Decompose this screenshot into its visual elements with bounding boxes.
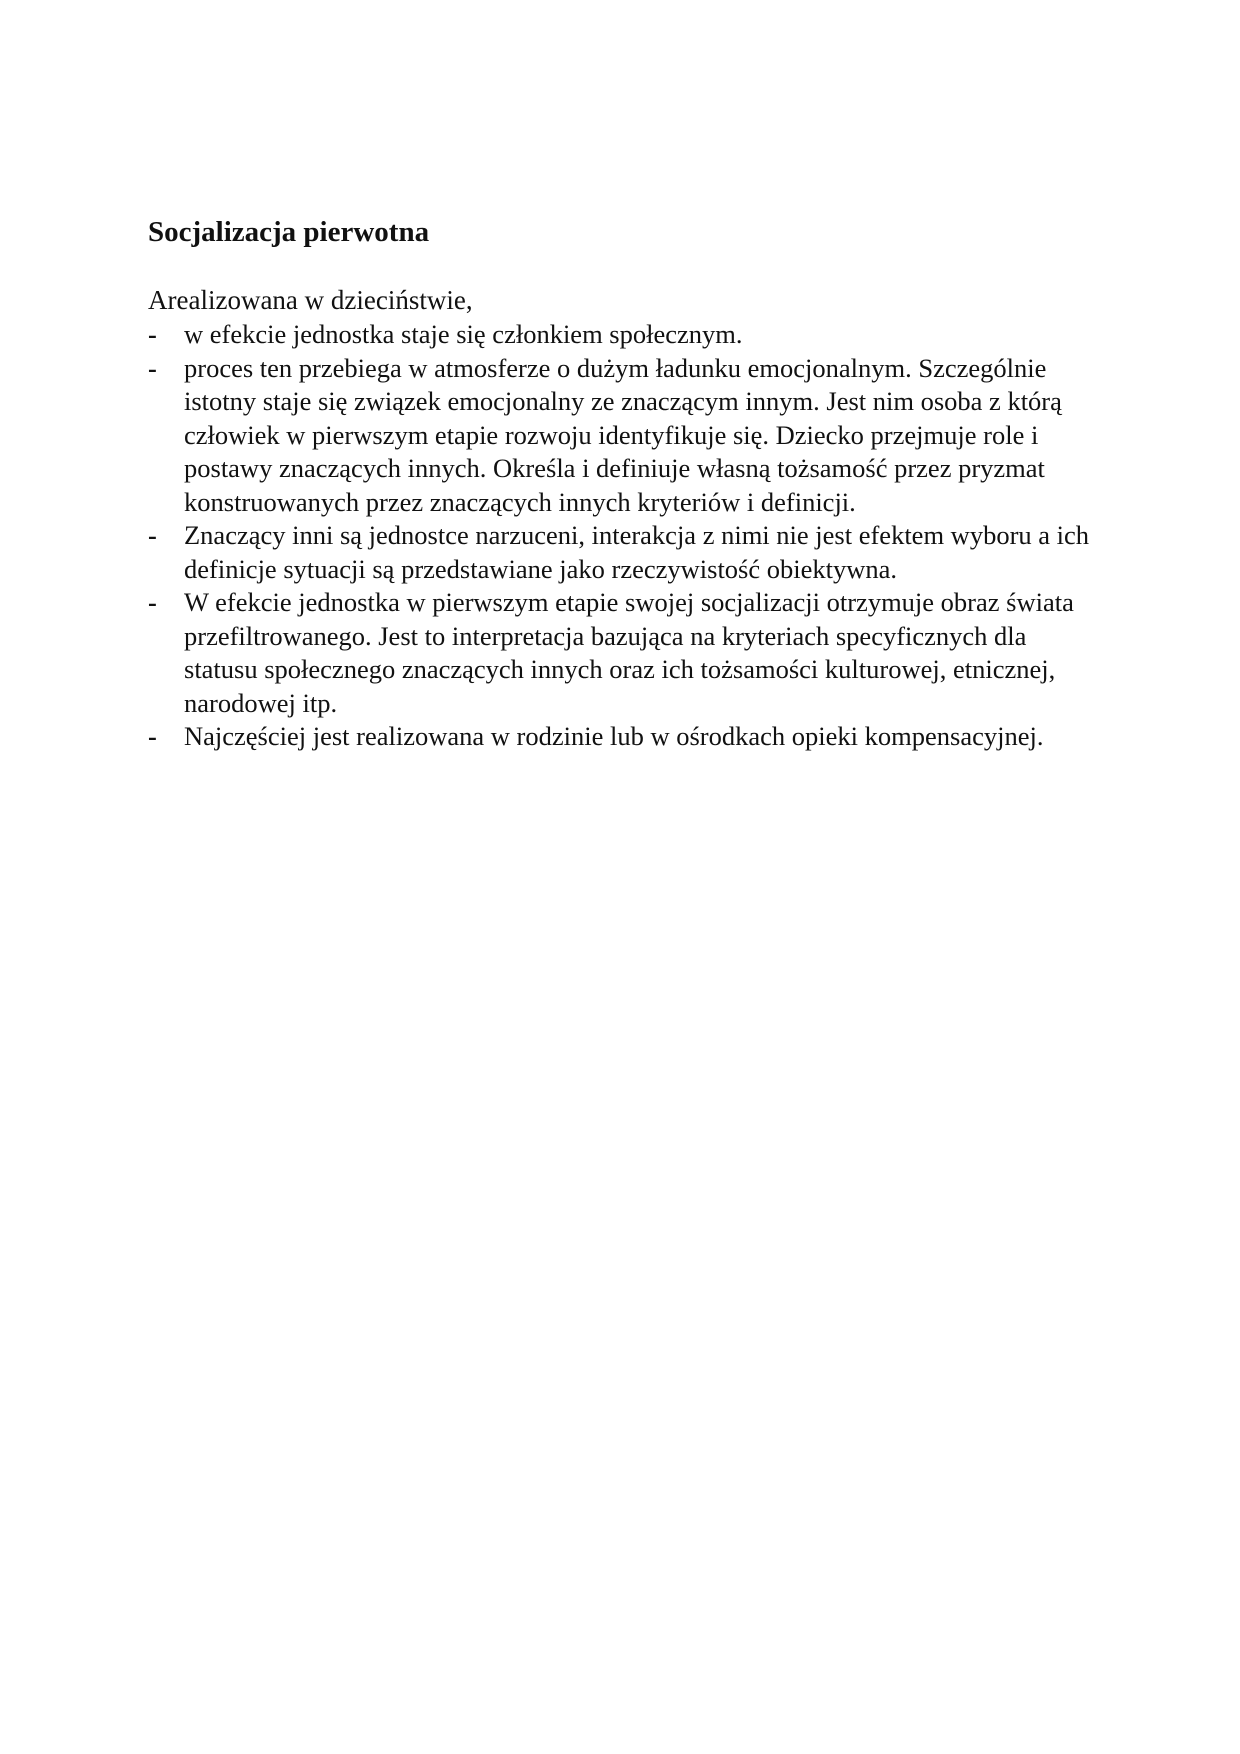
dash-marker: -: [148, 721, 157, 751]
document-title: Socjalizacja pierwotna: [148, 216, 430, 248]
dash-marker: -: [148, 520, 157, 550]
list-item: [148, 318, 1098, 352]
dash-marker: -: [148, 319, 157, 349]
list-item-text: Najczęściej jest realizowana w rodzinie lub w ośrodkach opieki kompensacyjnej.: [184, 721, 1044, 751]
list-item-text: proces ten przebiega w atmosferze o dużym ładunku emocjonalnym. Szczególnie istotny staje się związek emocjonalny ze znaczącym innym. Jest nim osoba z którą człowiek w pierwszym etapie rozwoju identyfikuje się. Dziecko przejmuje role i postawy znaczących innych. Określa i definiuje własną tożsamość przez pryzmat konstruowanych przez znaczących innych kryteriów i definicji.: [184, 352, 1062, 517]
intro-line: Arealizowana w dzieciństwie,: [148, 285, 473, 315]
list-item: [148, 586, 1098, 720]
bullet-list: [148, 318, 1098, 754]
list-item-text: Znaczący inni są jednostce narzuceni, interakcja z nimi nie jest efektem wyboru a ich definicje sytuacji są przedstawiane jako rzeczywistość obiektywna.: [184, 520, 1090, 584]
list-item: [148, 352, 1098, 520]
list-item: [148, 720, 1098, 754]
list-item: [148, 519, 1098, 586]
dash-marker: -: [148, 352, 157, 383]
dash-marker: -: [148, 587, 157, 617]
list-item-text: W efekcie jednostka w pierwszym etapie swojej socjalizacji otrzymuje obraz świata przefiltrowanego. Jest to interpretacja bazująca na kryteriach specyficznych dla statusu społecznego znaczących innych oraz ich tożsamości kulturowej, etnicznej, narodowej itp.: [184, 587, 1074, 718]
list-item-text: w efekcie jednostka staje się członkiem społecznym.: [184, 319, 743, 349]
